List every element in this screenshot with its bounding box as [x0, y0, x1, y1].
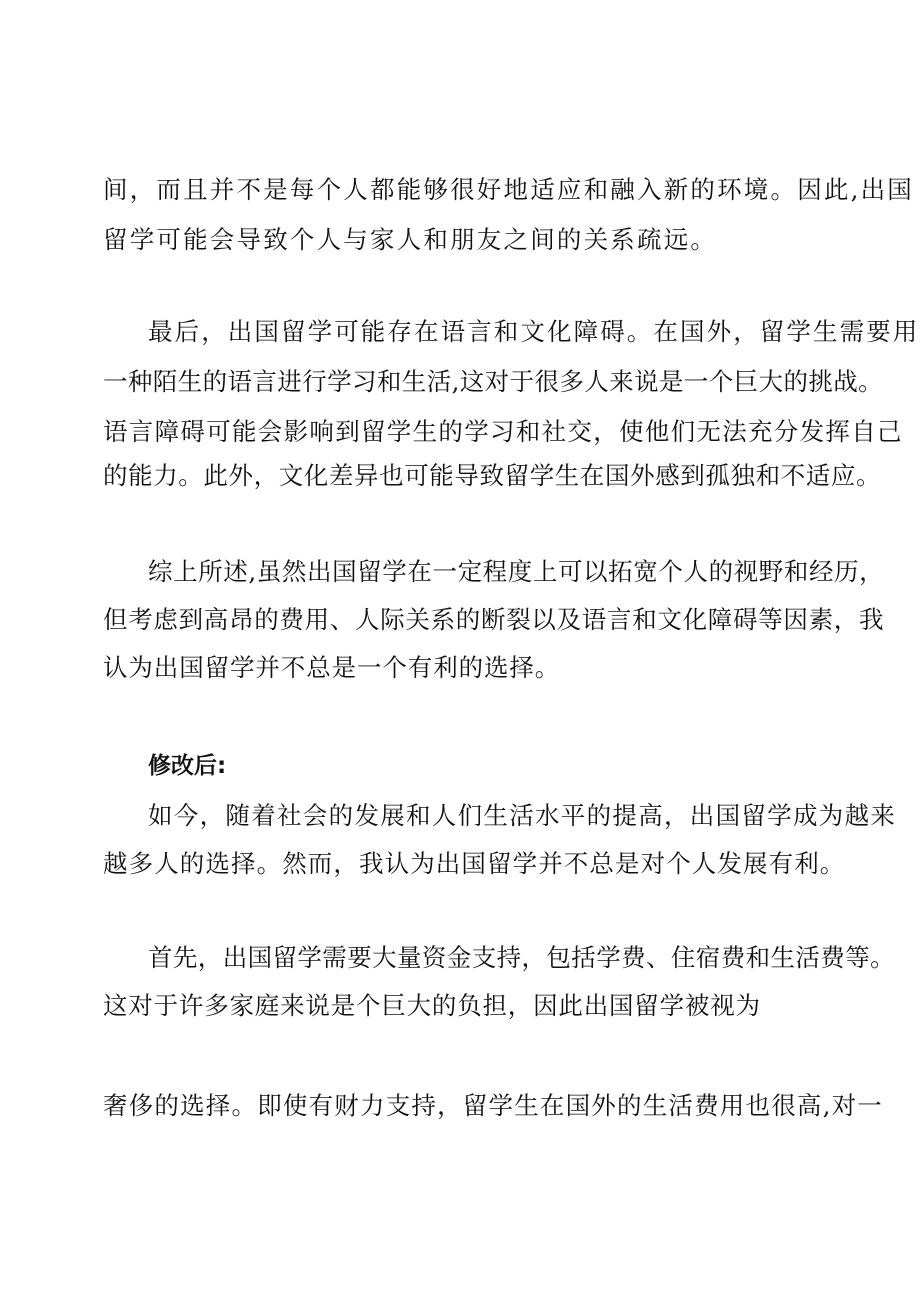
section-heading: 修改后:: [148, 753, 227, 779]
paragraph-line: 越多人的选择。然而，我认为出国留学并不总是对个人发展有利。: [103, 849, 846, 878]
paragraph-line: 一种陌生的语言进行学习和生活,这对于很多人来说是一个巨大的挑战。: [103, 367, 884, 396]
paragraph-line: 留学可能会导致个人与家人和朋友之间的关系疏远。: [103, 225, 718, 254]
paragraph-line: 奢侈的选择。即使有财力支持，留学生在国外的生活费用也很高,对一: [103, 1091, 883, 1120]
paragraph-line: 的能力。此外，文化差异也可能导致留学生在国外感到孤独和不适应。: [103, 461, 882, 490]
paragraph-line: 综上所述,虽然出国留学在一定程度上可以拓宽个人的视野和经历，: [148, 557, 885, 586]
paragraph-line: 间，而且并不是每个人都能够很好地适应和融入新的环境。因此,出国: [103, 175, 914, 204]
paragraph-line: 最后，出国留学可能存在语言和文化障碍。在国外，留学生需要用: [148, 317, 920, 346]
paragraph-line: 认为出国留学并不总是一个有利的选择。: [103, 653, 561, 682]
paragraph-line: 但考虑到高昂的费用、人际关系的断裂以及语言和文化障碍等因素，我: [103, 605, 885, 634]
paragraph-line: 语言障碍可能会影响到留学生的学习和社交，使他们无法充分发挥自己: [103, 417, 903, 446]
paragraph-line: 首先，出国留学需要大量资金支持，包括学费、住宿费和生活费等。: [148, 943, 895, 972]
paragraph-line: 如今，随着社会的发展和人们生活水平的提高，出国留学成为越来: [148, 801, 897, 830]
paragraph-line: 这对于许多家庭来说是个巨大的负担，因此出国留学被视为: [103, 991, 761, 1020]
